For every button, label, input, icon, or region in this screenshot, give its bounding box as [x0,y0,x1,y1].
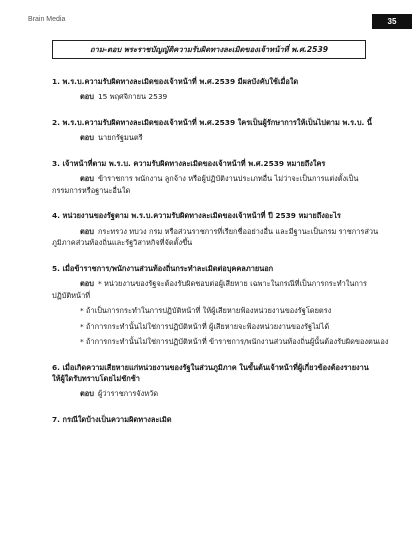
question-6-continued: ให้ผู้ใดรับทราบโดยไม่ชักช้า [52,373,140,383]
answer-text: นายกรัฐมนตรี [97,133,143,143]
answer-label: ตอบ [80,279,94,289]
answer-5-continued: ปฏิบัติหน้าที่ [52,290,91,300]
answer-1 [52,91,396,102]
brand-name: Brain Media [28,16,66,23]
question-7: 7. กรณีใดบ้างเป็นความผิดทางละเมิด [52,414,172,424]
answer-text: 15 พฤศจิกายน 2539 [97,92,168,102]
question-5: 5. เมื่อข้าราชการ/พนักงานส่วนท้องถิ่นกระทำละเมิดต่อบุคคลภายนอก [52,263,274,273]
list-item: * ถ้าการกระทำนั้นไม่ใช่การปฏิบัติหน้าที่ ข้าราชการ/พนักงานส่วนท้องถิ่นผู้นั้นต้องรับผิดของตนเอง [80,337,389,347]
answer-2 [52,132,396,143]
qa-list [52,76,396,425]
answer-label: ตอบ [80,226,94,236]
answer-text: กระทรวง ทบวง กรม หรือส่วนราชการที่เรียกชื่ออย่างอื่น และมีฐานะเป็นกรม ราชการส่วน [97,226,379,236]
answer-4-continued: ภูมิภาคส่วนท้องถิ่นและรัฐวิสาหกิจที่จัดตั้งขึ้น [52,238,193,248]
answer-text: * หน่วยงานของรัฐจะต้องรับผิดชอบต่อผู้เสียหาย เฉพาะในกรณีที่เป็นการกระทำในการ [97,279,368,289]
page-number: 35 [372,14,412,29]
answer-label: ตอบ [80,92,94,102]
question-2: 2. พ.ร.บ.ความรับผิดทางละเมิดของเจ้าหน้าที่ พ.ศ.2539 ใครเป็นผู้รักษาการให้เป็นไปตาม พ.ร.บ. นี้ [52,117,372,127]
answer-text: ผู้ว่าราชการจังหวัด [97,389,159,399]
list-item: * ถ้าเป็นการกระทำในการปฏิบัติหน้าที่ ให้ผู้เสียหายฟ้องหน่วยงานของรัฐโดยตรง [80,306,332,316]
list-item: * ถ้าการกระทำนั้นไม่ใช่การปฏิบัติหน้าที่ ผู้เสียหายจะฟ้องหน่วยงานของรัฐไม่ได้ [80,321,330,331]
page-header [28,14,397,28]
page-title: ถาม-ตอบ พระราชบัญญัติความรับผิดทางละเมิดของเจ้าหน้าที่ พ.ศ.2539 [52,40,366,59]
answer-text: ข้าราชการ พนักงาน ลูกจ้าง หรือผู้ปฏิบัติงานประเภทอื่น ไม่ว่าจะเป็นการแต่งตั้งเป็น [97,174,359,184]
answer-3-continued: กรรมการหรือฐานะอื่นใด [52,185,131,195]
question-4: 4. หน่วยงานของรัฐตาม พ.ร.บ.ความรับผิดทางละเมิดของเจ้าหน้าที่ ปี 2539 หมายถึงอะไร [52,211,341,221]
answer-6 [52,388,396,399]
answer-label: ตอบ [80,133,94,143]
question-3: 3. เจ้าหน้าที่ตาม พ.ร.บ. ความรับผิดทางละเมิดของเจ้าหน้าที่ พ.ศ.2539 หมายถึงใคร [52,158,326,168]
answer-label: ตอบ [80,389,94,399]
question-6: 6. เมื่อเกิดความเสียหายแก่หน่วยงานของรัฐในส่วนภูมิภาค ในขั้นต้นเจ้าหน้าที่ผู้เกี่ยวข้องต้องรายงาน [52,362,369,372]
answer-4 [52,226,396,237]
answer-label: ตอบ [80,174,94,184]
question-1: 1. พ.ร.บ.ความรับผิดทางละเมิดของเจ้าหน้าที่ พ.ศ.2539 มีผลบังคับใช้เมื่อใด [52,77,299,86]
answer-5 [52,278,396,289]
answer-3 [52,173,396,184]
